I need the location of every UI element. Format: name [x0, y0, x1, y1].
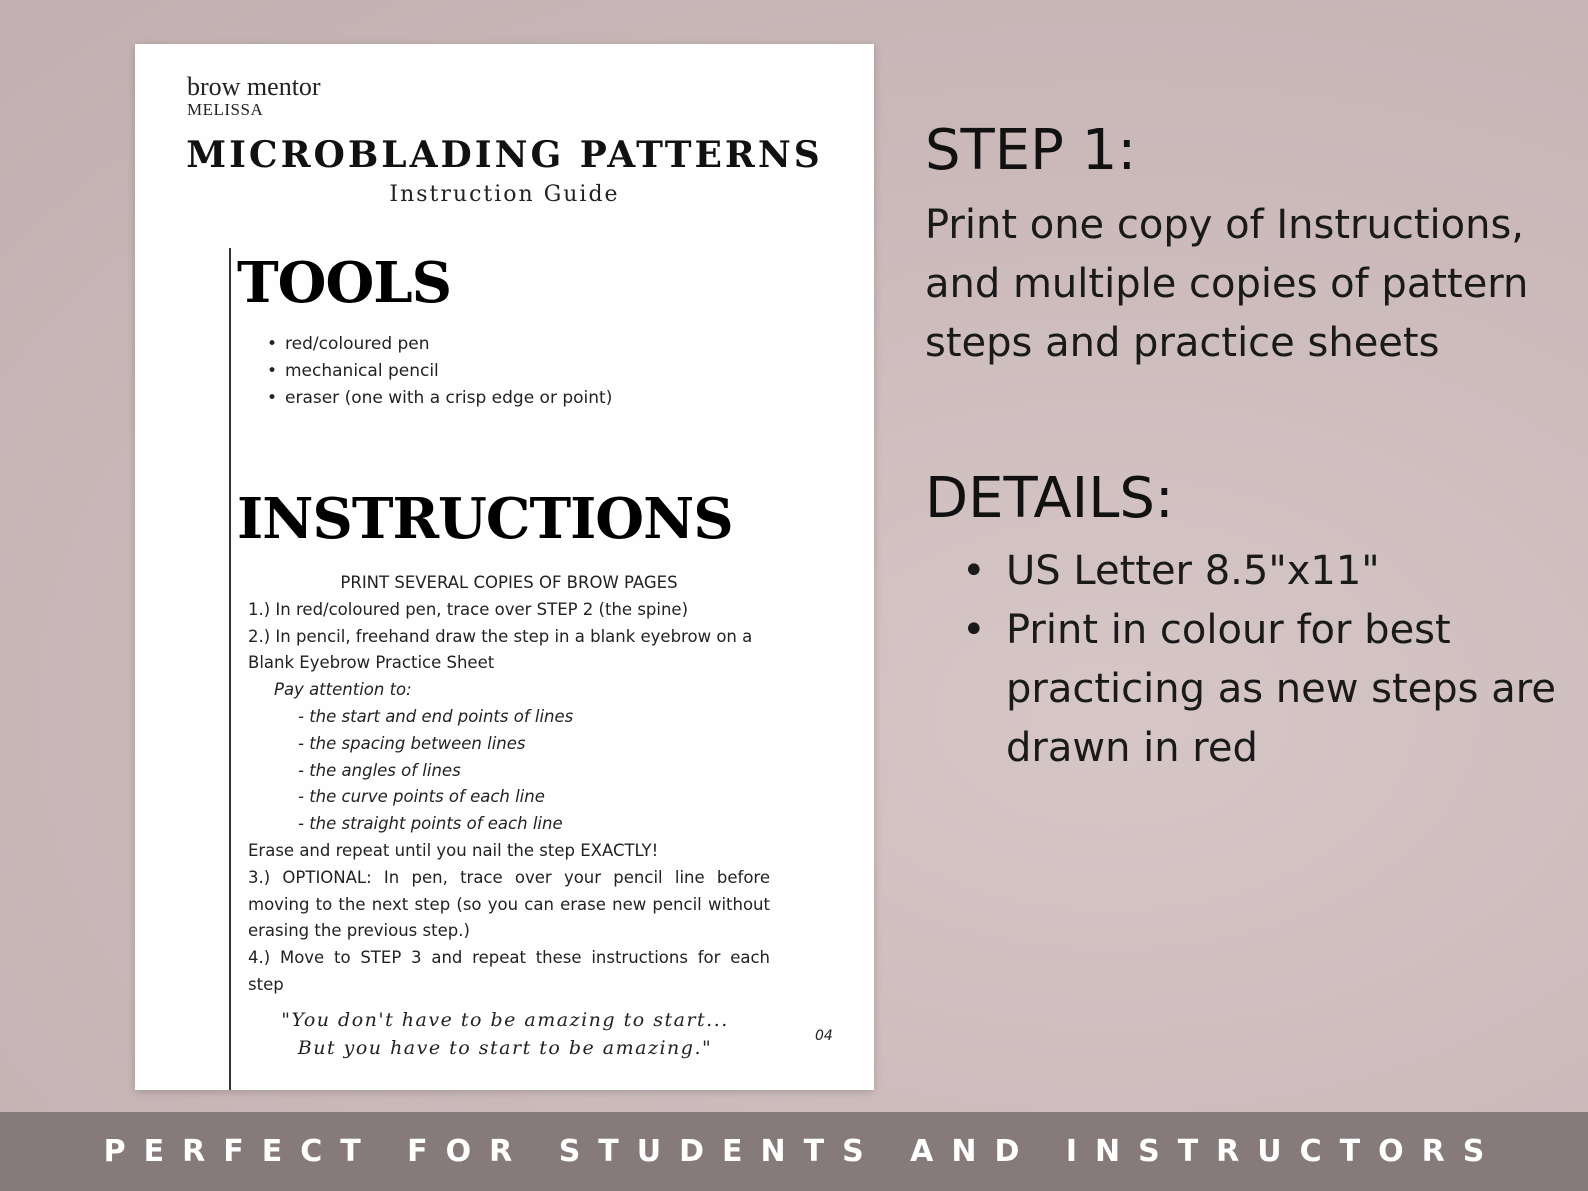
- bottom-banner: [0, 1112, 1588, 1191]
- brand-sub: MELISSA: [187, 100, 264, 119]
- page-number: 04: [815, 1028, 833, 1044]
- instruction-step: 4.) Move to STEP 3 and repeat these instructions for each: [248, 948, 770, 968]
- tool-item: • mechanical pencil: [285, 358, 612, 385]
- document-subtitle: Instruction Guide: [389, 182, 620, 207]
- tools-list: [285, 331, 612, 412]
- instruction-page-preview: [135, 44, 874, 1090]
- step-heading: STEP 1:: [925, 118, 1137, 183]
- details-item: • US Letter 8.5"x11": [1006, 542, 1586, 601]
- step-description: Print one copy of Instructions, and multiple copies of pattern steps and practice sheets: [925, 202, 1529, 366]
- details-heading: DETAILS:: [925, 466, 1174, 531]
- details-list: [1006, 542, 1586, 778]
- tool-item: • eraser (one with a crisp edge or point): [285, 385, 612, 412]
- vertical-rule: [229, 248, 231, 1090]
- instruction-step: 2.) In pencil, freehand draw the step in a blank eyebrow on a: [248, 626, 753, 646]
- quote-line: But you have to start to be amazing.": [297, 1037, 713, 1059]
- attention-point: - the start and end points of lines: [298, 706, 574, 726]
- instruction-step: 1.) In red/coloured pen, trace over STEP 2 (the spine): [248, 599, 689, 619]
- details-item: • Print in colour for best practicing as new steps are drawn in red: [1006, 601, 1586, 778]
- attention-point: - the spacing between lines: [298, 733, 526, 753]
- instructions-body: [248, 570, 770, 999]
- banner-text: PERFECT FOR STUDENTS AND INSTRUCTORS: [103, 1134, 1503, 1169]
- instructions-heading: INSTRUCTIONS: [237, 486, 733, 552]
- attention-label: Pay attention to:: [274, 680, 412, 700]
- tool-item: • red/coloured pen: [285, 331, 612, 358]
- tools-heading: TOOLS: [237, 250, 452, 316]
- instruction-step: moving to the next step (so you can erase new pencil without: [248, 894, 770, 914]
- motivational-quote: [255, 1006, 755, 1062]
- instruction-step: Erase and repeat until you nail the step EXACTLY!: [248, 840, 659, 860]
- instruction-step: step: [248, 974, 284, 994]
- brand-name: brow mentor: [187, 72, 321, 101]
- instruction-step: 3.) OPTIONAL: In pen, trace over your pencil line before: [248, 867, 770, 887]
- instruction-step: erasing the previous step.): [248, 921, 470, 941]
- document-title: MICROBLADING PATTERNS: [186, 134, 823, 176]
- attention-point: - the straight points of each line: [298, 814, 563, 834]
- quote-line: "You don't have to be amazing to start...: [281, 1009, 729, 1031]
- instructions-lead: PRINT SEVERAL COPIES OF BROW PAGES: [340, 573, 678, 592]
- attention-point: - the angles of lines: [298, 760, 461, 780]
- attention-point: - the curve points of each line: [298, 787, 545, 807]
- instruction-step: Blank Eyebrow Practice Sheet: [248, 653, 495, 673]
